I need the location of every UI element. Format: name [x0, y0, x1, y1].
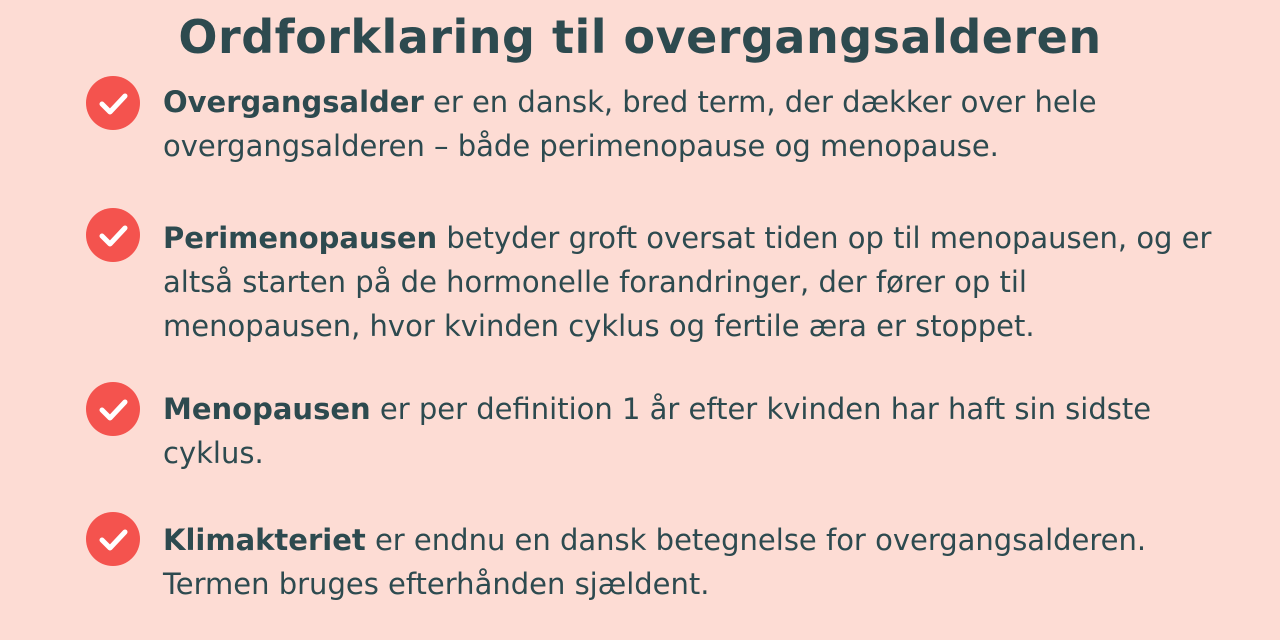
- glossary-item-text: [163, 387, 1223, 475]
- page-title: Ordforklaring til overgangsalderen: [178, 9, 1102, 64]
- glossary-definition: er per definition 1 år efter kvinden har haft sin sidste cyklus.: [163, 392, 1152, 470]
- glossary-term: Overgangsalder: [163, 85, 424, 119]
- glossary-item-text: [163, 518, 1223, 606]
- checkmark-icon: [86, 208, 140, 262]
- glossary-item-text: [163, 80, 1223, 168]
- glossary-definition: er en dansk, bred term, der dækker over hele overgangsalderen – både perimenopause og menopause.: [163, 85, 1097, 163]
- checkmark-icon: [86, 382, 140, 436]
- glossary-item-text: [163, 216, 1223, 348]
- checkmark-icon: [86, 76, 140, 130]
- glossary-term: Perimenopausen: [163, 221, 438, 255]
- glossary-term: Klimakteriet: [163, 523, 366, 557]
- glossary-definition: betyder groft oversat tiden op til menopausen, og er altså starten på de hormonelle forandringer, der fører op til menopausen, hvor kvinden cyklus og fertile æra er stoppet.: [163, 221, 1212, 343]
- checkmark-icon: [86, 512, 140, 566]
- glossary-term: Menopausen: [163, 392, 371, 426]
- glossary-definition: er endnu en dansk betegnelse for overgangsalderen. Termen bruges efterhånden sjældent.: [163, 523, 1147, 601]
